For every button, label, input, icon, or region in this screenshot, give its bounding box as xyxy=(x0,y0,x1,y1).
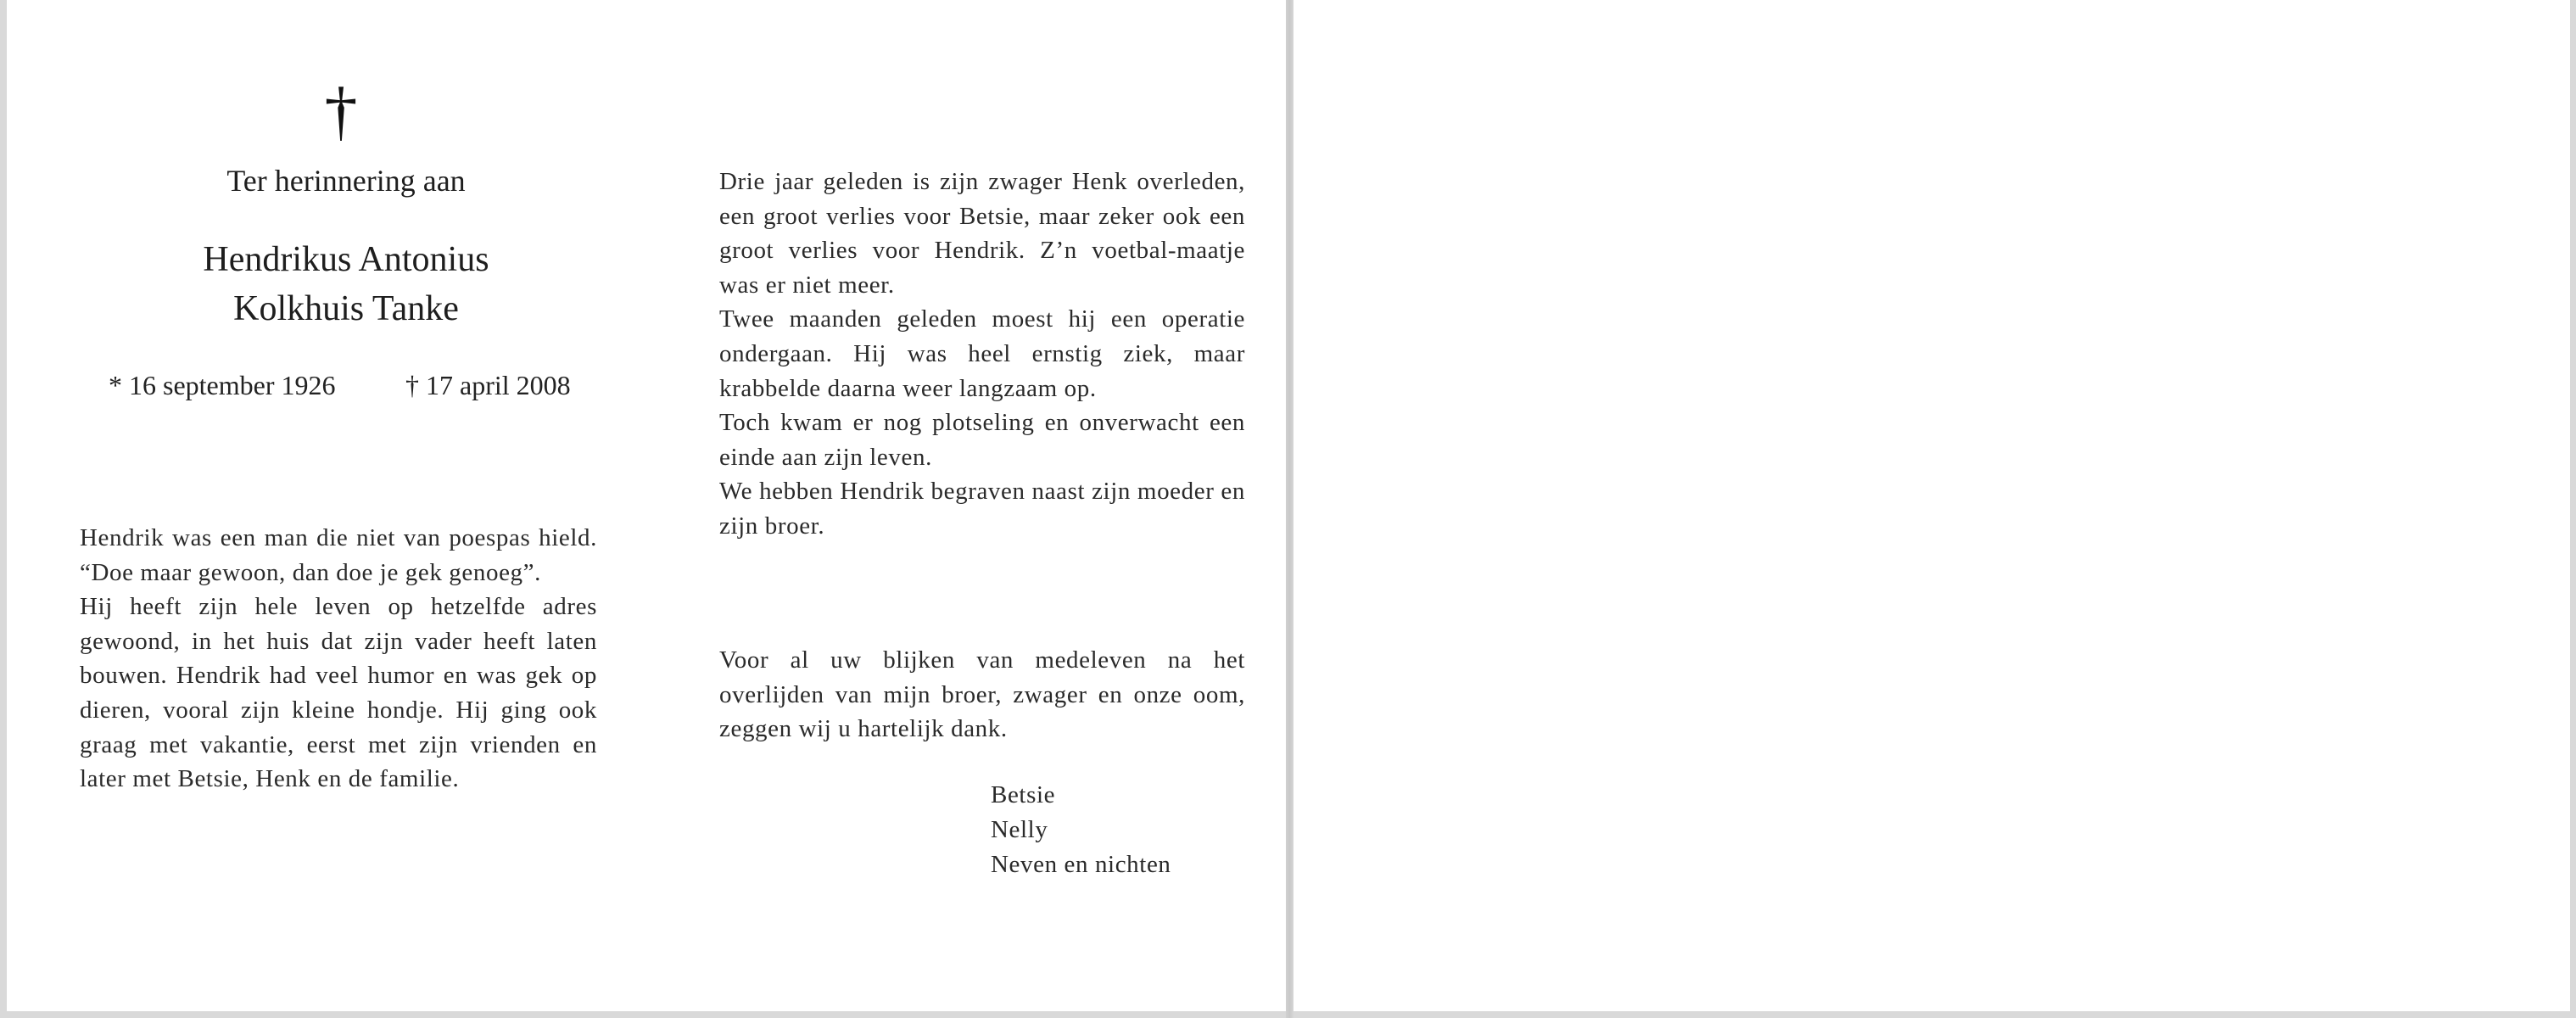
story-text xyxy=(719,165,1245,544)
deceased-name-line2: Kolkhuis Tanke xyxy=(233,289,459,328)
cross-icon: † xyxy=(324,74,358,148)
thanks-paragraph: Voor al uw blijken van medeleven na het overlijden van mijn broer, zwager en onze oom, zeggen wij u hartelijk dank. xyxy=(719,646,1245,743)
biography-text xyxy=(80,521,597,797)
card-inner-spread xyxy=(7,0,1288,1011)
deceased-name-line1: Hendrikus Antonius xyxy=(203,240,489,279)
birth-date: * 16 september 1926 xyxy=(109,370,336,400)
memorial-intro: Ter herinnering aan xyxy=(226,164,466,198)
signer-name: Neven en nichten xyxy=(991,851,1171,878)
card-fold xyxy=(1286,0,1294,1018)
signers-list xyxy=(991,778,1171,882)
signer-name: Nelly xyxy=(991,816,1048,843)
story-paragraph: Toch kwam er nog plotseling en onverwacht een einde aan zijn leven. xyxy=(719,409,1245,471)
bio-paragraph: Hendrik was een man die niet van poespas hield. “Doe maar gewoon, dan doe je gek genoeg”. xyxy=(80,524,597,586)
story-paragraph: Twee maanden geleden moest hij een operatie ondergaan. Hij was heel ernstig ziek, maar krabbelde daarna weer langzaam op. xyxy=(719,305,1245,402)
story-paragraph: Drie jaar geleden is zijn zwager Henk overleden, een groot verlies voor Betsie, maar zeker ook een groot verlies voor Hendrik. Z’n voetbal-maatje was er niet meer. xyxy=(719,168,1245,299)
bio-paragraph: Hij heeft zijn hele leven op hetzelfde adres gewoond, in het huis dat zijn vader heeft laten bouwen. Hendrik had veel humor en was gek op dieren, vooral zijn kleine hondje. Hij ging ook graag met vakantie, eerst met zijn vrienden en later met Betsie, Henk en de familie. xyxy=(80,593,597,793)
thanks-text xyxy=(719,643,1245,747)
death-date: † 17 april 2008 xyxy=(405,370,571,400)
story-paragraph: We hebben Hendrik begraven naast zijn moeder en zijn broer. xyxy=(719,478,1245,540)
card-cover-page xyxy=(1294,0,2570,1011)
signer-name: Betsie xyxy=(991,781,1056,808)
